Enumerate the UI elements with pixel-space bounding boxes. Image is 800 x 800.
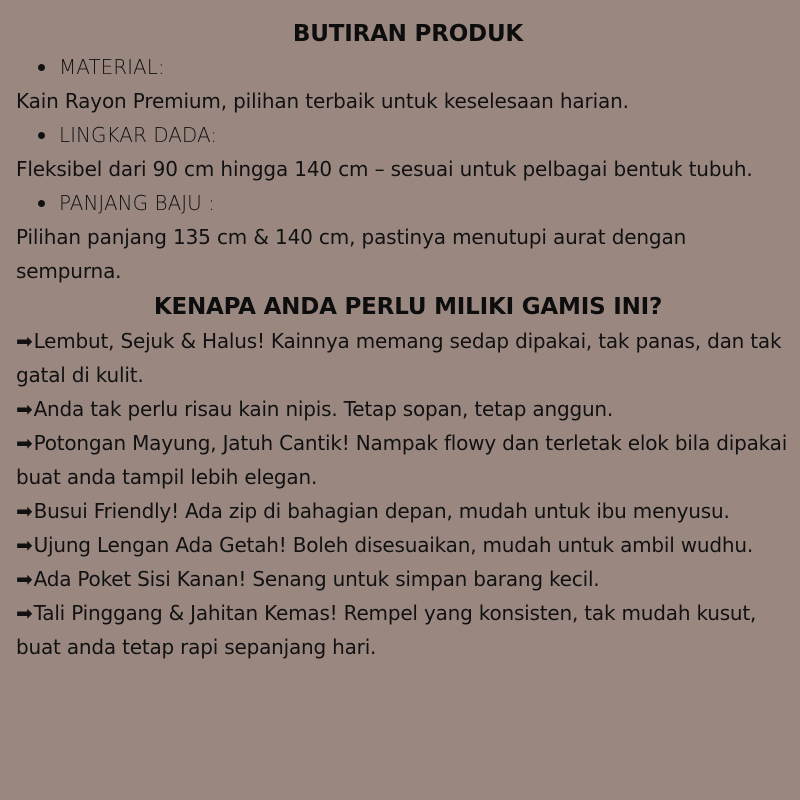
detail-material xyxy=(16,50,800,118)
detail-length xyxy=(16,186,800,288)
detail-label-text: LINGKAR DADA: xyxy=(59,123,218,147)
reason-text: Ada Poket Sisi Kanan! Senang untuk simpan barang kecil. xyxy=(33,567,600,591)
detail-label-chest xyxy=(16,118,800,152)
right-arrow-icon: ➡ xyxy=(16,567,33,591)
right-arrow-icon: ➡ xyxy=(16,431,33,455)
right-arrow-icon: ➡ xyxy=(16,499,33,523)
detail-text-material: Kain Rayon Premium, pilihan terbaik untuk keselesaan harian. xyxy=(16,89,629,113)
right-arrow-icon: ➡ xyxy=(16,329,33,353)
bullet-icon xyxy=(38,132,45,139)
reason-text: Lembut, Sejuk & Halus! Kainnya memang sedap dipakai, tak panas, dan tak gatal di kulit. xyxy=(16,329,782,387)
reason-text: Tali Pinggang & Jahitan Kemas! Rempel yang konsisten, tak mudah kusut, buat anda tetap rapi sepanjang hari. xyxy=(16,601,757,659)
bullet-icon xyxy=(38,200,45,207)
detail-text-chest: Fleksibel dari 90 cm hingga 140 cm – sesuai untuk pelbagai bentuk tubuh. xyxy=(16,157,753,181)
detail-label-text: PANJANG BAJU : xyxy=(59,191,215,215)
heading-why-buy: KENAPA ANDA PERLU MILIKI GAMIS INI? xyxy=(153,294,663,320)
detail-text-length: Pilihan panjang 135 cm & 140 cm, pastinya menutupi aurat dengan sempurna. xyxy=(16,225,687,283)
detail-label-text: MATERIAL: xyxy=(59,55,165,79)
detail-label-length xyxy=(16,186,800,220)
right-arrow-icon: ➡ xyxy=(16,533,33,557)
right-arrow-icon: ➡ xyxy=(16,601,33,625)
reason-text: Anda tak perlu risau kain nipis. Tetap sopan, tetap anggun. xyxy=(33,397,614,421)
reason-item xyxy=(16,528,792,562)
reason-text: Ujung Lengan Ada Getah! Boleh disesuaikan, mudah untuk ambil wudhu. xyxy=(33,533,754,557)
detail-chest xyxy=(16,118,800,186)
reason-item xyxy=(16,324,792,392)
reason-item xyxy=(16,596,792,664)
reason-text: Potongan Mayung, Jatuh Cantik! Nampak flowy dan terletak elok bila dipakai buat anda tampil lebih elegan. xyxy=(16,431,788,489)
bullet-icon xyxy=(38,64,45,71)
heading-product-details: BUTIRAN PRODUK xyxy=(292,21,524,47)
reason-item xyxy=(16,426,792,494)
reason-item xyxy=(16,392,792,426)
reason-text: Busui Friendly! Ada zip di bahagian depan, mudah untuk ibu menyusu. xyxy=(33,499,730,523)
reason-item xyxy=(16,562,792,596)
right-arrow-icon: ➡ xyxy=(16,397,33,421)
reason-item xyxy=(16,494,792,528)
detail-label-material xyxy=(16,50,800,84)
